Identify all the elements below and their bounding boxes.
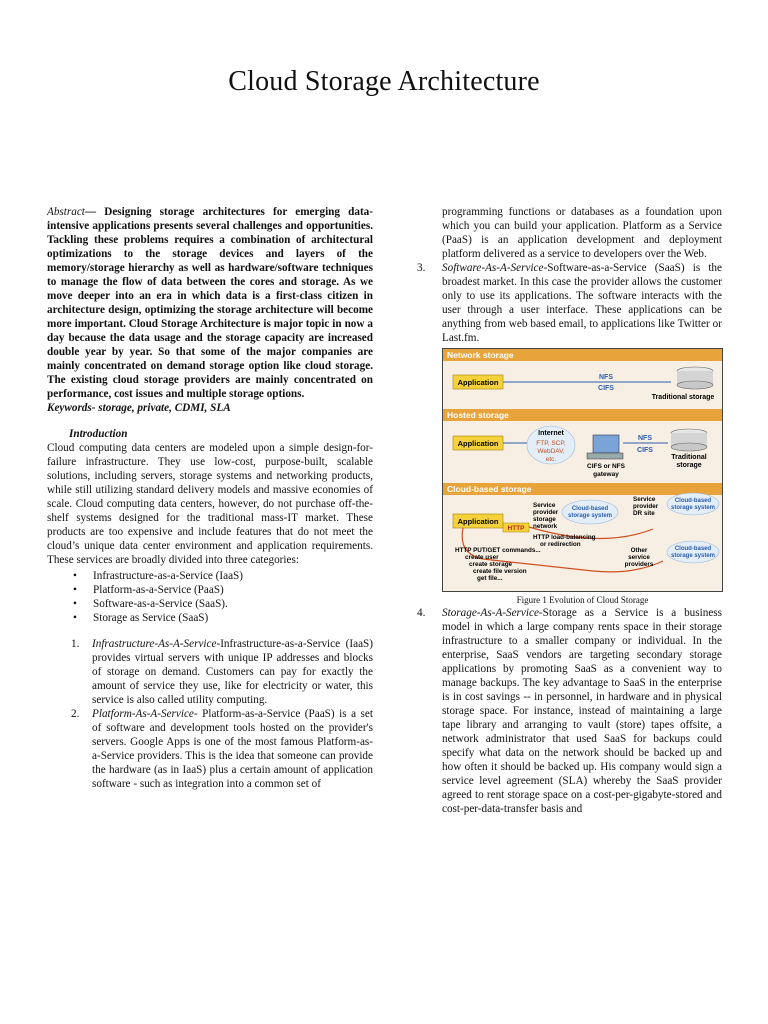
item-number: 3. — [417, 262, 426, 274]
http-label: HTTP — [507, 525, 525, 532]
figure-cloud-storage-evolution — [442, 348, 723, 592]
service-name: Software-As-A-Service — [442, 262, 544, 274]
service-descriptions-right — [415, 261, 722, 345]
application-label: Application — [457, 439, 499, 448]
service-item-saas — [415, 261, 722, 345]
cloud-storage-icon — [562, 500, 618, 524]
gateway-base-icon — [587, 453, 623, 459]
spn-label: Service — [533, 502, 556, 509]
cloud-storage-label: Cloud-based — [674, 546, 712, 552]
intro-paragraph: Cloud computing data centers are modeled upon a simple design-for-failure infrastructure. They use low-cost, purpose-built, scalable solutions, including servers, storage systems and networking products, while still utilizing standard delivery models and massive economies of scale. Cloud computing data centers, however, do not purchase off-the-shelf systems designed for the traditional mass-IT market. These products are too expensive and include features that do not meet the cloud’s unique data center environment and application requirements. These services are broadly divided into three categories: — [47, 442, 373, 566]
service-text: -Infrastructure-as-a-Service (IaaS) provides virtual servers with unique IP addresses and blocks of storage on demand. Customers can pay for exactly the amount of service they use, like for electricity or water, this service is also called utility computing. — [92, 638, 373, 706]
cloud-storage-label: Cloud-based — [674, 498, 712, 504]
nfs-label: NFS — [638, 435, 652, 442]
internet-label: Internet — [538, 430, 564, 437]
abstract-text: Designing storage architectures for emerging data-intensive applications presents several challenges and opportunities. Tackling these problems requires a combination of architectural optimizations to the storage devices and layers of the memory/storage hierarchy as well as hardware/software techniques to manage the flow of data between the cores and storage. As we move deeper into an era in which data is a first-class citizen in architecture design, optimizing the storage architecture will become more important. Cloud Storage Architecture is major topic in now a day because the data usage and the storage capacity are increased double year by year. So that some of the major companies are mainly concentrated on demand storage option like cloud storage. The existing cloud storage providers are mainly concentrated on performance, cost issues and multiple storage options. — [47, 206, 373, 400]
traditional-storage-label: Traditional storage — [651, 394, 715, 401]
dr-site-label: DR site — [633, 510, 655, 517]
command-label: HTTP PUT/GET commands... — [455, 547, 541, 554]
command-label: get file... — [477, 575, 503, 582]
abstract — [47, 205, 373, 401]
service-name: Infrastructure-As-A-Service — [92, 638, 217, 650]
cloud-storage-label: storage system — [670, 505, 716, 511]
cifs-label: CIFS — [637, 447, 653, 454]
keywords: Keywords- storage, private, CDMI, SLA — [47, 402, 231, 414]
nfs-label: NFS — [599, 374, 613, 381]
dr-site-label: Service — [633, 496, 656, 503]
cifs-label: CIFS — [598, 385, 614, 392]
item-number: 4. — [417, 607, 426, 619]
command-label: create file version — [473, 568, 527, 575]
list-item: • Storage as Service (SaaS) — [47, 611, 373, 625]
section-title-network: Network storage — [447, 350, 514, 360]
load-balancing-label: or redirection — [540, 541, 581, 548]
command-label: create storage — [469, 561, 513, 568]
application-label: Application — [457, 517, 499, 526]
service-item-storage — [415, 606, 722, 816]
traditional-label: storage — [676, 462, 702, 469]
service-text: - Platform-as-a-Service (PaaS) is a set of software and development tools hosted on the provider's servers. Google Apps is one of the most famous Platform-as-a-Service providers. This is the idea that someone can provide the hardware (as in IaaS) plus a certain amount of application software - such as integration into a common set of — [92, 708, 373, 790]
item-number: 1. — [71, 638, 80, 650]
disk-base-icon — [671, 443, 707, 451]
spn-label: storage — [533, 516, 556, 523]
cloud-storage-icon — [667, 541, 719, 563]
service-descriptions-left — [47, 637, 373, 791]
service-name: Storage-As-A-Service — [442, 607, 539, 619]
service-item-paas — [47, 707, 373, 791]
list-item: • Software-as-a-Service (SaaS). — [47, 597, 373, 611]
other-providers-label: service — [628, 554, 650, 561]
spn-label: network — [533, 523, 558, 530]
cloud-storage-label: Cloud-based — [571, 506, 609, 512]
service-item-iaas — [47, 637, 373, 707]
list-item: • Infrastructure-as-a-Service (IaaS) — [47, 569, 373, 583]
disk-base-icon — [677, 381, 713, 389]
right-column — [415, 205, 722, 816]
service-category-list — [47, 569, 373, 625]
service-text: -Software-as-a-Service (SaaS) is the broadest market. In this case the provider allows the customer only to use its applications. The software interacts with the user through a user interface. These applications can be anything from web based email, to applications like Twitter or Last.fm. — [442, 262, 722, 344]
other-providers-label: providers — [624, 561, 654, 568]
abstract-dash: — — [84, 206, 105, 218]
protocols-label: etc. — [545, 456, 557, 463]
gateway-label: gateway — [593, 471, 619, 478]
load-balancing-label: HTTP load-balancing — [533, 534, 596, 541]
service-text: -Storage as a Service is a business model in which a large company rents space in their storage infrastructure to a smaller company or individual. In the enterprise, SaaS vendors are targeting secondary storage applications by promoting SaaS as a convenient way to manage backups. The key advantage to SaaS in the enterprise is in cost savings -- in personnel, in hardware and in physical storage space. For instance, instead of maintaining a large tape library and arranging to vault (store) tapes offsite, a network administrator that used SaaS for backups could specify what data on the network should be backed up and how often it should be backed up. His company would sign a service level agreement (SLA) whereby the SaaS provider agreed to rent storage space on a cost-per-gigabyte-stored and cost-per-data-transfer basis and — [442, 607, 722, 815]
list-item: • Platform-as-a-Service (PaaS) — [47, 583, 373, 597]
traditional-label: Traditional — [671, 454, 707, 461]
spn-label: provider — [533, 509, 559, 516]
left-column — [47, 205, 373, 791]
figure-caption: Figure 1 Evolution of Cloud Storage — [516, 595, 649, 605]
service-descriptions-right-2 — [415, 606, 722, 816]
intro-heading: Introduction — [69, 428, 128, 440]
cloud-storage-label: storage system — [567, 513, 613, 519]
cloud-storage-label: storage system — [670, 553, 716, 559]
item-number: 2. — [71, 708, 80, 720]
gateway-label: CIFS or NFS — [587, 463, 625, 470]
other-providers-label: Other — [630, 547, 648, 554]
cloud-storage-icon — [667, 493, 719, 515]
section-title-hosted: Hosted storage — [447, 410, 509, 420]
page-title: Cloud Storage Architecture — [228, 66, 540, 97]
protocols-label: WebDAV, — [537, 448, 565, 455]
paas-continuation: programming functions or databases as a foundation upon which you can build your application. Platform as a Service (PaaS) is an application development and deployment platform delivered as a service to developers over the Web. — [442, 206, 722, 260]
abstract-label: Abstract — [47, 206, 85, 218]
section-title-cloud: Cloud-based storage — [447, 484, 532, 494]
gateway-monitor-icon — [593, 435, 619, 453]
dr-site-label: provider — [633, 503, 659, 510]
command-label: create user — [465, 554, 499, 561]
service-name: Platform-As-A-Service — [92, 708, 194, 720]
protocols-label: FTP, SCP, — [536, 440, 566, 447]
evolution-diagram — [443, 349, 722, 591]
application-label: Application — [457, 378, 499, 387]
